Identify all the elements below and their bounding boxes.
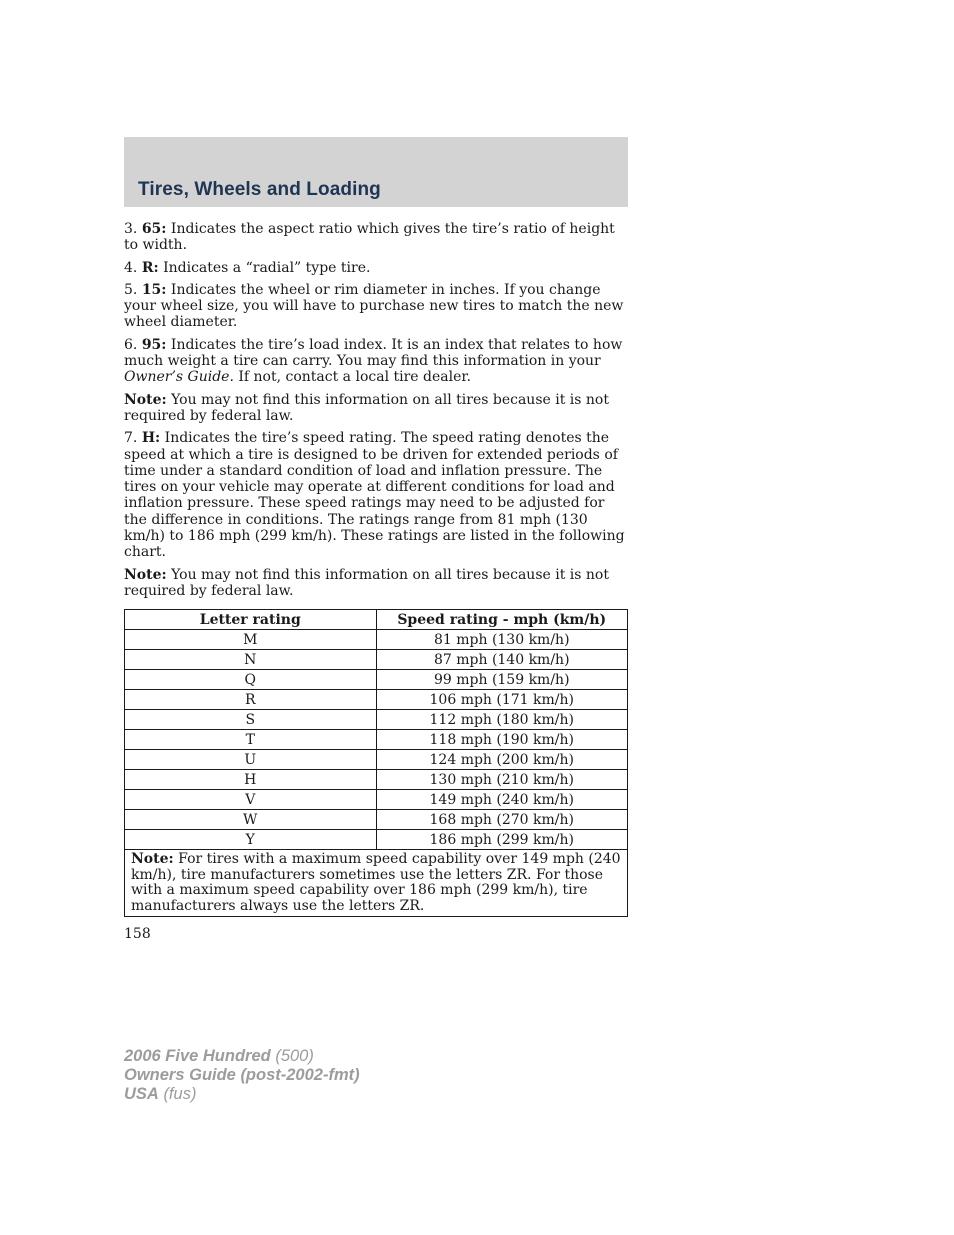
speed-cell: 124 mph (200 km/h) bbox=[376, 750, 628, 770]
section-title: Tires, Wheels and Loading bbox=[138, 179, 381, 200]
letter-cell: M bbox=[125, 630, 377, 650]
table-note: Note: For tires with a maximum speed capability over 149 mph (240 km/h), tire manufacturers sometimes use the letters ZR. For those with a maximum speed capability over 186 mph (299 km/h), tire manufacturers always use the letters ZR. bbox=[125, 850, 628, 917]
table-row bbox=[125, 690, 628, 710]
letter-cell: T bbox=[125, 730, 377, 750]
letter-cell: Y bbox=[125, 830, 377, 850]
table-row bbox=[125, 650, 628, 670]
letter-cell: R bbox=[125, 690, 377, 710]
speed-cell: 112 mph (180 km/h) bbox=[376, 710, 628, 730]
speed-cell: 186 mph (299 km/h) bbox=[376, 830, 628, 850]
speed-cell: 106 mph (171 km/h) bbox=[376, 690, 628, 710]
speed-cell: 168 mph (270 km/h) bbox=[376, 810, 628, 830]
speed-cell: 118 mph (190 km/h) bbox=[376, 730, 628, 750]
table-row bbox=[125, 790, 628, 810]
speed-cell: 99 mph (159 km/h) bbox=[376, 670, 628, 690]
letter-cell: S bbox=[125, 710, 377, 730]
page-content bbox=[124, 221, 628, 917]
footer-line-2: Owners Guide (post-2002-fmt) bbox=[124, 1066, 360, 1084]
letter-cell: N bbox=[125, 650, 377, 670]
speed-cell: 130 mph (210 km/h) bbox=[376, 770, 628, 790]
note-2: Note: You may not find this information on all tires because it is not required by federal law. bbox=[124, 566, 609, 599]
table-row bbox=[125, 770, 628, 790]
item-4: 4. R: Indicates a “radial” type tire. bbox=[124, 259, 371, 276]
table-row bbox=[125, 630, 628, 650]
table-row bbox=[125, 710, 628, 730]
letter-cell: V bbox=[125, 790, 377, 810]
letter-cell: U bbox=[125, 750, 377, 770]
item-7: 7. H: Indicates the tire’s speed rating. The speed rating denotes the speed at which a tire is designed to be driven for extended periods of time under a standard condition of load and inflation pressure. The tires on your vehicle may operate at different conditions for load and inflation pressure. These speed ratings may need to be adjusted for the difference in conditions. The ratings range from 81 mph (130 km/h) to 186 mph (299 km/h). These ratings are listed in the following chart. bbox=[124, 430, 625, 561]
table-row bbox=[125, 670, 628, 690]
letter-cell: H bbox=[125, 770, 377, 790]
item-5: 5. 15: Indicates the wheel or rim diameter in inches. If you change your wheel size, you will have to purchase new tires to match the new wheel diameter. bbox=[124, 281, 624, 331]
col-header-letter: Letter rating bbox=[125, 610, 377, 630]
table-row bbox=[125, 750, 628, 770]
table-row bbox=[125, 810, 628, 830]
letter-cell: W bbox=[125, 810, 377, 830]
footer-line-1: 2006 Five Hundred (500) bbox=[124, 1047, 314, 1065]
page-number: 158 bbox=[124, 926, 151, 942]
speed-rating-table bbox=[124, 609, 628, 917]
footer-line-3: USA (fus) bbox=[124, 1085, 197, 1103]
section-header-band bbox=[124, 137, 628, 207]
speed-cell: 149 mph (240 km/h) bbox=[376, 790, 628, 810]
table-note-row bbox=[125, 850, 628, 917]
table-row bbox=[125, 730, 628, 750]
item-3: 3. 65: Indicates the aspect ratio which gives the tire’s ratio of height to width. bbox=[124, 221, 615, 254]
document-footer bbox=[124, 1047, 360, 1104]
table-row bbox=[125, 830, 628, 850]
col-header-speed: Speed rating - mph (km/h) bbox=[376, 610, 628, 630]
note-1: Note: You may not find this information on all tires because it is not required by federal law. bbox=[124, 391, 609, 424]
table-header-row bbox=[125, 610, 628, 630]
item-6: 6. 95: Indicates the tire’s load index. It is an index that relates to how much weight a tire can carry. You may find this information in your Owner’s Guide. If not, contact a local tire dealer. bbox=[124, 336, 623, 386]
letter-cell: Q bbox=[125, 670, 377, 690]
speed-cell: 81 mph (130 km/h) bbox=[376, 630, 628, 650]
speed-cell: 87 mph (140 km/h) bbox=[376, 650, 628, 670]
